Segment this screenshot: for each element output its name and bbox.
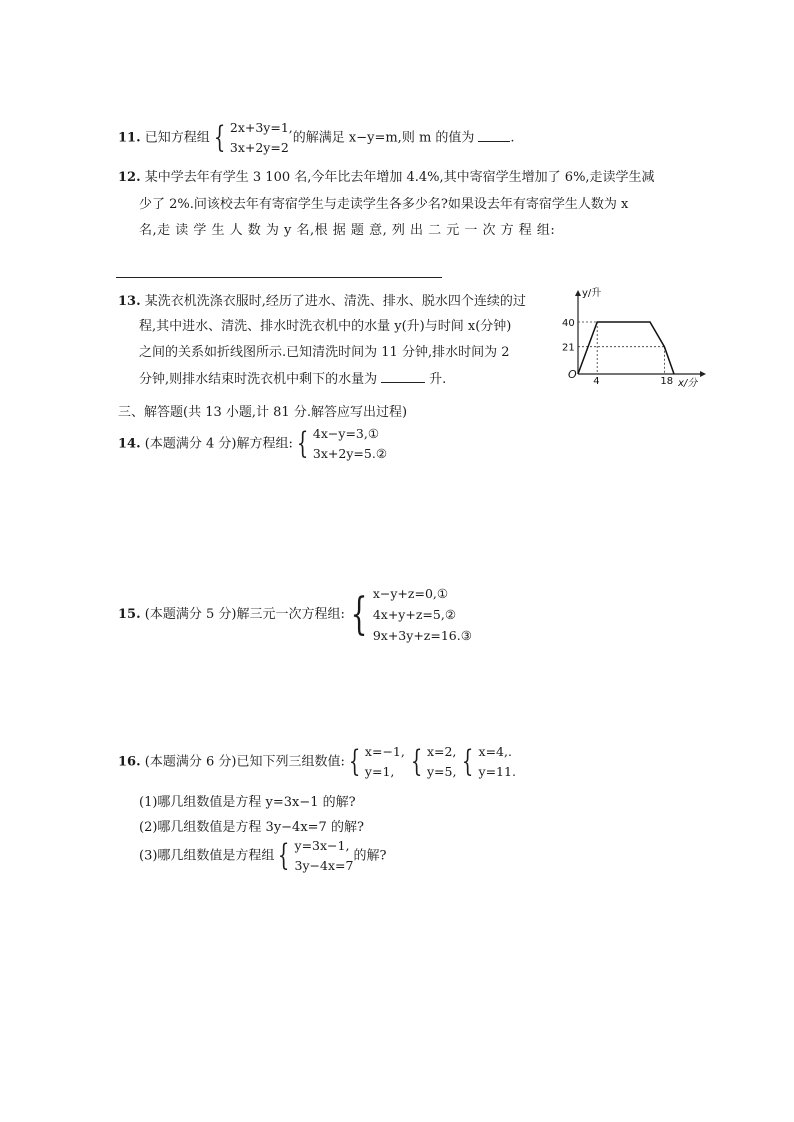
- brace-icon: {: [213, 120, 226, 155]
- question-14: [118, 424, 387, 464]
- equation: 9x+3y+z=16.③: [372, 628, 472, 643]
- question-number: 15.: [118, 607, 141, 622]
- y-tick-label: 21: [562, 342, 575, 354]
- equation: 4x−y=3,①: [312, 426, 380, 441]
- equation: x−y+z=0,①: [372, 586, 449, 601]
- punctuation: .: [510, 130, 515, 146]
- question-number: 12.: [118, 170, 141, 185]
- equation-system: [274, 836, 353, 876]
- question-number: 11.: [118, 130, 141, 146]
- question-text: 分钟,则排水结束时洗衣机中剩下的水量为: [139, 372, 378, 387]
- brace-icon: {: [410, 744, 423, 779]
- brace-icon: {: [296, 426, 309, 461]
- value-set-3: [458, 742, 516, 782]
- question-16-sub-3: [139, 836, 386, 876]
- question-16-sub-1: (1)哪几组数值是方程 y=3x−1 的解?: [139, 795, 356, 810]
- question-text: (本题满分 6 分)已知下列三组数值:: [144, 754, 345, 770]
- question-13-line-3: 之间的关系如折线图所示.已知清洗时间为 11 分钟,排水时间为 2: [139, 345, 510, 360]
- y-tick-label: 40: [562, 318, 575, 329]
- x-tick-label: 4: [593, 376, 600, 387]
- question-16: [118, 742, 516, 782]
- value-set-1: [345, 742, 405, 782]
- brace-icon: {: [462, 744, 474, 779]
- equation: y=1,: [364, 764, 395, 779]
- question-number: 14.: [118, 436, 141, 452]
- equation: 4x+y+z=5,②: [372, 607, 457, 622]
- question-text: 某洗衣机洗涤衣服时,经历了进水、清洗、排水、脱水四个连续的过: [144, 294, 526, 309]
- question-12-line-1: [118, 166, 655, 185]
- question-13-line-1: [118, 290, 526, 309]
- question-12-line-3: 名,走 读 学 生 人 数 为 y 名,根 据 题 意, 列 出 二 元 一 次 方 程 组:: [139, 223, 556, 238]
- question-number: 16.: [118, 754, 141, 770]
- equation: x=2,: [426, 744, 457, 759]
- equation: y=5,: [426, 764, 457, 779]
- answer-blank[interactable]: [478, 129, 510, 142]
- equation-system: [293, 424, 387, 464]
- question-13-line-2: 程,其中进水、清洗、排水时洗衣机中的水量 y(升)与时间 x(分钟): [139, 319, 512, 334]
- question-text: (本题满分 4 分)解方程组:: [144, 436, 293, 452]
- question-text: 的解?: [353, 848, 387, 864]
- question-13-line-4: [139, 368, 446, 387]
- equation-system: [345, 583, 472, 646]
- equation: 3x+2y=2: [229, 140, 289, 155]
- question-text: 已知方程组: [144, 130, 210, 146]
- question-16-sub-2: (2)哪几组数值是方程 3y−4x=7 的解?: [139, 820, 364, 835]
- equation: x=4,.: [478, 744, 512, 759]
- brace-icon: {: [350, 588, 368, 640]
- origin-label: O: [568, 368, 577, 381]
- x-tick-label: 18: [660, 376, 674, 387]
- y-axis-arrow-icon: [575, 290, 581, 296]
- equation: y=11.: [478, 764, 516, 779]
- question-12-line-2: 少了 2%.问该校去年有寄宿学生与走读学生各多少名?如果设去年有寄宿学生人数为 x: [139, 197, 629, 212]
- equation: 3x+2y=5.②: [312, 446, 388, 461]
- question-11: [118, 118, 515, 158]
- question-text: 的解满足 x−y=m,则 m 的值为: [292, 130, 475, 146]
- water-volume-chart: [560, 284, 710, 392]
- answer-line[interactable]: [116, 277, 442, 278]
- water-volume-line: [578, 322, 674, 374]
- unit-text: 升.: [429, 372, 447, 387]
- section-3-title: 三、解答题(共 13 小题,计 81 分.解答应写出过程): [118, 405, 408, 420]
- value-set-2: [407, 742, 457, 782]
- question-text: 某中学去年有学生 3 100 名,今年比去年增加 4.4%,其中寄宿学生增加了 6%,走读学生减: [144, 170, 655, 185]
- y-axis-label: y/升: [582, 288, 602, 299]
- brace-icon: {: [278, 838, 290, 873]
- x-axis-label: x/分: [678, 378, 698, 389]
- question-text: (本题满分 5 分)解三元一次方程组:: [144, 607, 345, 622]
- x-axis-arrow-icon: [700, 371, 706, 377]
- equation: 3y−4x=7: [294, 858, 354, 873]
- equation: 2x+3y=1,: [229, 120, 293, 135]
- question-text: (3)哪几组数值是方程组: [139, 848, 275, 864]
- brace-icon: {: [348, 744, 361, 779]
- equation: x=−1,: [364, 744, 405, 759]
- question-15: [118, 583, 472, 646]
- answer-blank[interactable]: [381, 370, 425, 383]
- equation: y=3x−1,: [294, 838, 350, 853]
- equation-system: [210, 118, 293, 158]
- question-number: 13.: [118, 294, 141, 309]
